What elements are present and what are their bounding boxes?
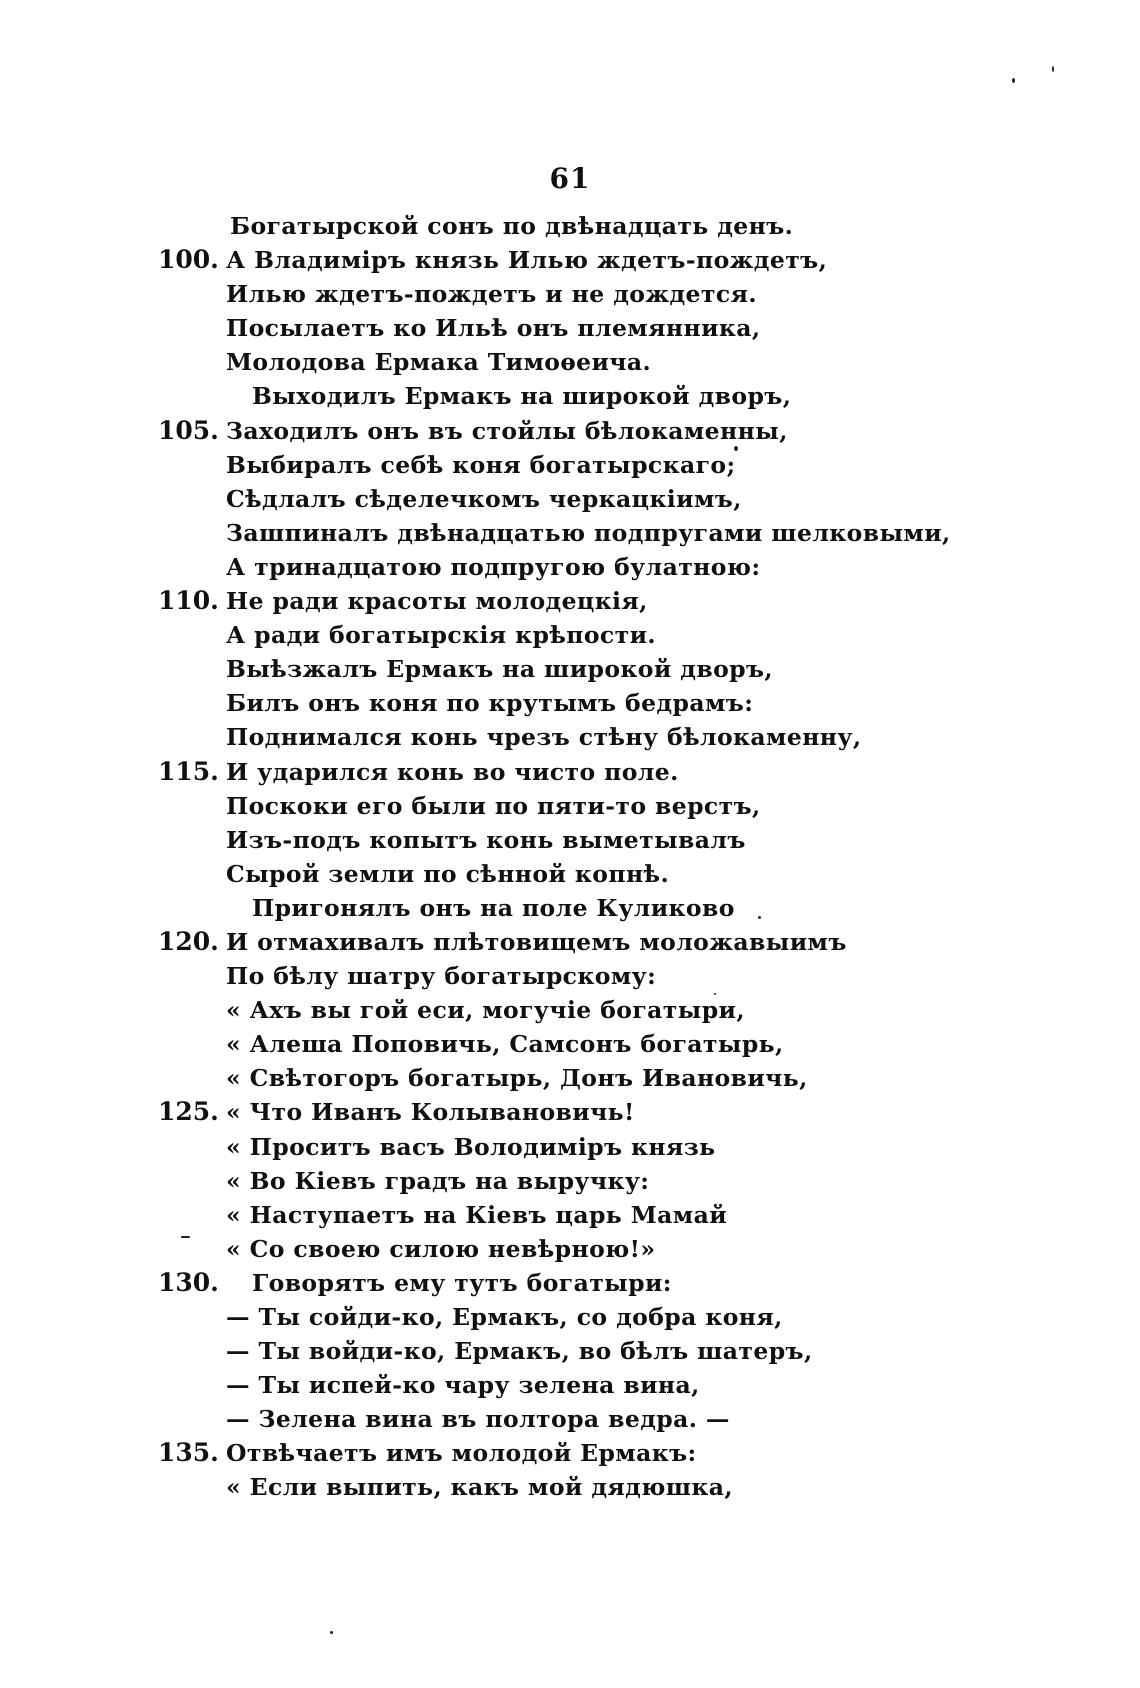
- verse-line: [0, 1061, 1140, 1095]
- verse-text: Зашпиналъ двѣнадцатью подпругами шелковыми,: [226, 518, 951, 547]
- line-number: 105.: [158, 415, 219, 445]
- verse-line: [0, 243, 1140, 277]
- verse-text: — Ты испей-ко чару зелена вина,: [226, 1371, 700, 1400]
- verse-text: Выбиралъ себѣ коня богатырскаго;: [226, 450, 736, 479]
- verse-line: [0, 1232, 1140, 1266]
- verse-line: [0, 345, 1140, 379]
- scan-speck: [758, 916, 761, 919]
- verse-text: « Со своею силою невѣрною!»: [226, 1234, 656, 1263]
- verse-text: Изъ-подъ копытъ конь выметывалъ: [226, 825, 746, 854]
- verse-line: [0, 209, 1140, 243]
- verse-line: [0, 1334, 1140, 1368]
- verse-text: Не ради красоты молодецкія,: [226, 587, 648, 616]
- verse-line: [0, 1095, 1140, 1129]
- verse-line: [0, 1300, 1140, 1334]
- verse-text: Илью ждетъ-пождетъ и не дождется.: [226, 280, 757, 309]
- verse-text: « Проситъ васъ Володиміръ князь: [226, 1132, 716, 1161]
- verse-line: [0, 584, 1140, 618]
- verse-line: [0, 482, 1140, 516]
- poem-text: [0, 209, 1140, 1505]
- line-number: 100.: [158, 245, 219, 275]
- verse-text: И ударился конь во чисто поле.: [226, 757, 679, 786]
- verse-line: [0, 720, 1140, 754]
- verse-text: Посылаетъ ко Ильѣ онъ племянника,: [226, 314, 761, 343]
- verse-line: [0, 1436, 1140, 1470]
- verse-line: [0, 891, 1140, 925]
- scan-speck: [181, 1236, 190, 1238]
- verse-text: « Что Иванъ Колывановичь!: [226, 1098, 635, 1127]
- line-number: 135.: [158, 1438, 219, 1468]
- verse-line: [0, 1402, 1140, 1436]
- verse-text: Богатырской сонъ по двѣнадцать денъ.: [230, 212, 794, 240]
- verse-text: Сырой земли по сѣнной копнѣ.: [226, 859, 670, 888]
- line-number: 125.: [158, 1097, 219, 1127]
- verse-line: [0, 618, 1140, 652]
- scan-speck: [1012, 78, 1015, 83]
- verse-line: [0, 1368, 1140, 1402]
- verse-text: — Ты сойди-ко, Ермакъ, со добра коня,: [226, 1303, 783, 1331]
- verse-text: « Наступаетъ на Кіевъ царь Мамай: [226, 1200, 728, 1229]
- verse-line: [0, 823, 1140, 857]
- verse-line: [0, 755, 1140, 789]
- verse-line: [0, 448, 1140, 482]
- verse-line: [0, 1266, 1140, 1300]
- verse-text: Молодова Ермака Тимоѳеича.: [226, 348, 652, 377]
- scan-speck: [1052, 66, 1054, 72]
- verse-text: Выходилъ Ермакъ на широкой дворъ,: [252, 382, 792, 411]
- scan-speck: [330, 1631, 333, 1634]
- line-number: 115.: [158, 756, 219, 786]
- scan-speck: [734, 446, 738, 451]
- verse-text: Билъ онъ коня по крутымъ бедрамъ:: [226, 689, 754, 718]
- verse-line: [0, 789, 1140, 823]
- verse-text: Поскоки его были по пяти-то верстъ,: [226, 791, 761, 820]
- verse-text: « Алеша Поповичь, Самсонъ богатырь,: [226, 1030, 784, 1059]
- verse-text: — Зелена вина въ полтора ведра. —: [226, 1405, 730, 1434]
- verse-line: [0, 686, 1140, 720]
- line-number: 130.: [158, 1267, 219, 1297]
- verse-line: [0, 993, 1140, 1027]
- verse-line: [0, 516, 1140, 550]
- verse-line: [0, 1027, 1140, 1061]
- verse-line: [0, 311, 1140, 345]
- verse-text: « Во Кіевъ градъ на выручку:: [226, 1166, 650, 1195]
- verse-text: — Ты войди-ко, Ермакъ, во бѣлъ шатеръ,: [226, 1337, 813, 1366]
- verse-line: [0, 925, 1140, 959]
- verse-text: А Владиміръ князь Илью ждетъ-пождетъ,: [226, 246, 828, 275]
- verse-text: По бѣлу шатру богатырскому:: [226, 962, 657, 991]
- verse-text: Поднимался конь чрезъ стѣну бѣлокаменну,: [226, 723, 862, 752]
- scan-speck: [714, 993, 716, 995]
- verse-line: [0, 277, 1140, 311]
- verse-line: [0, 652, 1140, 686]
- verse-line: [0, 857, 1140, 891]
- verse-text: А ради богатырскія крѣпости.: [226, 621, 657, 650]
- verse-text: Пригонялъ онъ на поле Куликово: [252, 893, 735, 922]
- verse-text: « Если выпить, какъ мой дядюшка,: [226, 1473, 733, 1502]
- line-number: 120.: [158, 926, 219, 956]
- verse-line: [0, 1130, 1140, 1164]
- verse-text: Заходилъ онъ въ стойлы бѣлокаменны,: [226, 416, 788, 445]
- verse-line: [0, 959, 1140, 993]
- verse-text: « Свѣтогоръ богатырь, Донъ Ивановичь,: [226, 1064, 808, 1093]
- verse-text: Отвѣчаетъ имъ молодой Ермакъ:: [226, 1439, 697, 1468]
- verse-text: Выѣзжалъ Ермакъ на широкой дворъ,: [226, 655, 773, 684]
- verse-text: Сѣдлалъ сѣделечкомъ черкацкіимъ,: [226, 484, 742, 513]
- verse-text: « Ахъ вы гой еси, могучіе богатыри,: [226, 996, 745, 1025]
- verse-line: [0, 414, 1140, 448]
- verse-line: [0, 550, 1140, 584]
- page-number: 61: [549, 162, 591, 195]
- verse-line: [0, 379, 1140, 413]
- line-number: 110.: [158, 586, 219, 616]
- verse-line: [0, 1164, 1140, 1198]
- verse-text: Говорятъ ему тутъ богатыри:: [252, 1268, 672, 1297]
- verse-line: [0, 1198, 1140, 1232]
- verse-text: И отмахивалъ плѣтовищемъ моложавыимъ: [226, 927, 847, 956]
- verse-line: [0, 1470, 1140, 1504]
- verse-text: А тринадцатою подпругою булатною:: [226, 552, 761, 581]
